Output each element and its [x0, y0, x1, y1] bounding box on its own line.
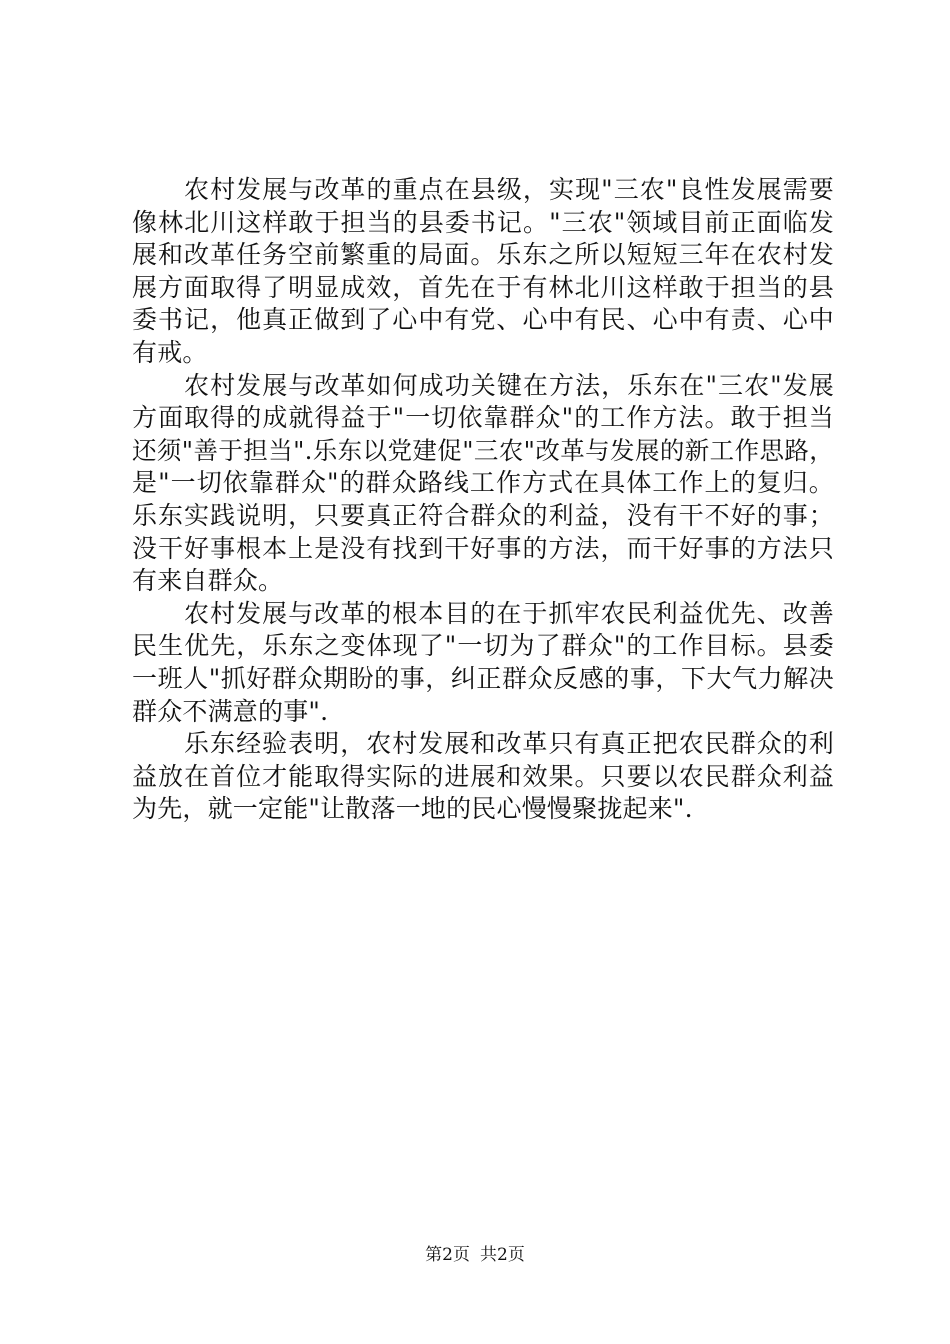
paragraph-1-line-3: 展和改革任务空前繁重的局面。乐东之所以短短三年在农村发	[132, 240, 834, 270]
paragraph-1-line-6: 有戒。	[132, 337, 208, 367]
paragraph-1-line-2: 像林北川这样敢于担当的县委书记。"三农"领域目前正面临发	[132, 207, 834, 237]
paragraph-4-line-2: 益放在首位才能取得实际的进展和效果。只要以农民群众利益	[132, 761, 834, 791]
paragraph-2-line-1: 农村发展与改革如何成功关键在方法，乐东在"三农"发展	[184, 370, 834, 400]
paragraph-4-line-1: 乐东经验表明，农村发展和改革只有真正把农民群众的利	[184, 729, 834, 759]
page-number-label: 第2页	[425, 1245, 470, 1265]
paragraph-1-line-1: 农村发展与改革的重点在县级，实现"三农"良性发展需要	[184, 175, 834, 204]
document-body	[132, 174, 834, 826]
page-footer	[0, 1243, 950, 1267]
paragraph-2-line-4: 是"一切依靠群众"的群众路线工作方式在具体工作上的复归。	[132, 468, 834, 498]
paragraph-2-line-3: 还须"善于担当".乐东以党建促"三农"改革与发展的新工作思路，	[132, 435, 834, 465]
paragraph-1-line-4: 展方面取得了明显成效，首先在于有林北川这样敢于担当的县	[132, 272, 834, 302]
paragraph-3-line-4: 群众不满意的事".	[132, 696, 329, 726]
paragraph-2-line-2: 方面取得的成就得益于"一切依靠群众"的工作方法。敢于担当	[132, 403, 834, 433]
paragraph-3-line-2: 民生优先，乐东之变体现了"一切为了群众"的工作目标。县委	[132, 631, 834, 661]
paragraph-1-line-5: 委书记，他真正做到了心中有党、心中有民、心中有责、心中	[132, 305, 834, 335]
paragraph-4-line-3: 为先，就一定能"让散落一地的民心慢慢聚拢起来".	[132, 794, 693, 824]
paragraph-3-line-1: 农村发展与改革的根本目的在于抓牢农民利益优先、改善	[184, 598, 834, 628]
page-total-label: 共2页	[480, 1245, 525, 1265]
paragraph-2-line-5: 乐东实践说明，只要真正符合群众的利益，没有干不好的事；	[132, 500, 834, 530]
paragraph-3-line-3: 一班人"抓好群众期盼的事，纠正群众反感的事，下大气力解决	[132, 663, 834, 693]
paragraph-2-line-6: 没干好事根本上是没有找到干好事的方法，而干好事的方法只	[132, 533, 834, 563]
paragraph-2-line-7: 有来自群众。	[132, 566, 284, 596]
